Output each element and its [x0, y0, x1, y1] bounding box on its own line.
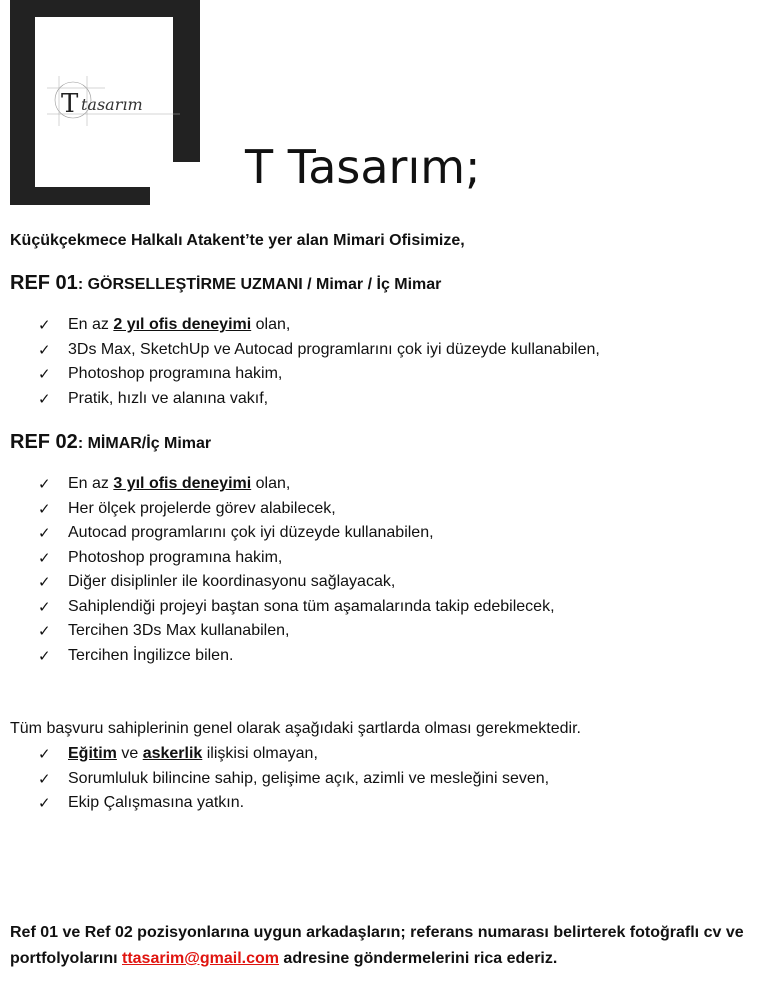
requirement-text: Pratik, hızlı ve alanına vakıf, — [68, 389, 269, 407]
requirement-text: Sorumluluk bilincine sahip, gelişime açık, azimli ve mesleğini seven, — [68, 769, 550, 787]
list-item — [38, 791, 750, 816]
experience-highlight: 2 yıl ofis deneyimi — [113, 316, 252, 333]
general-requirements-note: Tüm başvuru sahiplerinin genel olarak aşağıdaki şartlarda olması gerekmektedir. — [10, 720, 581, 737]
list-item — [38, 521, 750, 546]
checkmark-icon: ✓ — [38, 499, 51, 518]
list-item — [38, 767, 750, 792]
intro-text: Küçükçekmece Halkalı Atakent’te yer alan Mimari Ofisimize, — [10, 232, 465, 249]
logo-frame-bottom-bar — [10, 187, 150, 205]
requirement-text: 3Ds Max, SketchUp ve Autocad programlarını çok iyi düzeyde kullanabilen, — [68, 340, 600, 358]
list-item — [38, 595, 750, 620]
checkmark-icon: ✓ — [38, 622, 51, 640]
checkmark-icon: ✓ — [38, 794, 51, 812]
ref01-requirements — [10, 313, 750, 411]
ref02-code: REF 02 — [10, 431, 78, 453]
logo-frame — [10, 0, 200, 205]
checkmark-icon: ✓ — [38, 365, 51, 383]
list-item — [38, 497, 750, 522]
email-link[interactable]: ttasarim@gmail.com — [122, 950, 279, 967]
requirement-text: Tercihen 3Ds Max kullanabilen, — [68, 622, 290, 639]
checkmark-icon: ✓ — [38, 573, 51, 591]
checkmark-icon: ✓ — [38, 769, 51, 788]
ref02-heading — [10, 431, 750, 454]
checkmark-icon: ✓ — [38, 646, 51, 665]
requirement-text: En az 3 yıl ofis deneyimi olan, — [68, 475, 291, 492]
requirement-text: Photoshop programına hakim, — [68, 548, 283, 566]
page-title: T Tasarım; — [245, 140, 481, 194]
company-logo — [45, 70, 185, 130]
ref01-code: REF 01 — [10, 272, 78, 294]
requirement-text: En az 2 yıl ofis deneyimi olan, — [68, 316, 291, 333]
checkmark-icon: ✓ — [38, 524, 51, 542]
military-highlight: askerlik — [142, 745, 203, 762]
list-item — [38, 387, 750, 412]
checkmark-icon: ✓ — [38, 475, 51, 493]
requirement-text: Ekip Çalışmasına yatkın. — [68, 794, 245, 811]
requirement-text: Photoshop programına hakim, — [68, 365, 283, 382]
checkmark-icon: ✓ — [38, 316, 51, 334]
checkmark-icon: ✓ — [38, 389, 51, 408]
requirement-text: Autocad programlarını çok iyi düzeyde kullanabilen, — [68, 524, 434, 541]
list-item — [38, 619, 750, 644]
logo-t-letter: T — [61, 89, 79, 119]
list-item — [38, 546, 750, 571]
ref02-requirements — [10, 472, 750, 668]
ref01-title: : GÖRSELLEŞTİRME UZMANI / Mimar / İç Mimar — [77, 276, 442, 293]
job-posting-body — [10, 232, 750, 816]
requirement-text: Eğitim ve askerlik ilişkisi olmayan, — [68, 745, 318, 762]
ref02-title: : MİMAR/İç Mimar — [77, 435, 212, 452]
list-item — [38, 472, 750, 497]
requirement-text: Sahiplendiği projeyi baştan sona tüm aşamalarında takip edebilecek, — [68, 597, 555, 615]
list-item — [38, 644, 750, 669]
logo-frame-left-bar — [10, 0, 35, 205]
checkmark-icon: ✓ — [38, 597, 51, 616]
list-item — [38, 362, 750, 387]
logo-wordmark: tasarım — [81, 95, 143, 114]
application-instructions: Ref 01 ve Ref 02 pozisyonlarına uygun arkadaşların; referans numarası belirterek fotoğraflı cv ve portfolyolarını ttasarim@gmail.com adresine göndermelerini rica ederiz. — [10, 924, 744, 967]
logo-frame-top-bar — [10, 0, 200, 17]
requirement-text: Diğer disiplinler ile koordinasyonu sağlayacak, — [68, 573, 396, 590]
checkmark-icon: ✓ — [38, 745, 51, 763]
checkmark-icon: ✓ — [38, 340, 51, 359]
list-item — [38, 338, 750, 363]
education-highlight: Eğitim — [68, 745, 117, 762]
list-item — [38, 570, 750, 595]
list-item — [38, 313, 750, 338]
experience-highlight: 3 yıl ofis deneyimi — [113, 475, 252, 492]
requirement-text: Her ölçek projelerde görev alabilecek, — [68, 499, 336, 517]
general-requirements — [10, 742, 750, 816]
requirement-text: Tercihen İngilizce bilen. — [68, 646, 234, 664]
list-item — [38, 742, 750, 767]
checkmark-icon: ✓ — [38, 548, 51, 567]
ref01-heading — [10, 272, 750, 295]
